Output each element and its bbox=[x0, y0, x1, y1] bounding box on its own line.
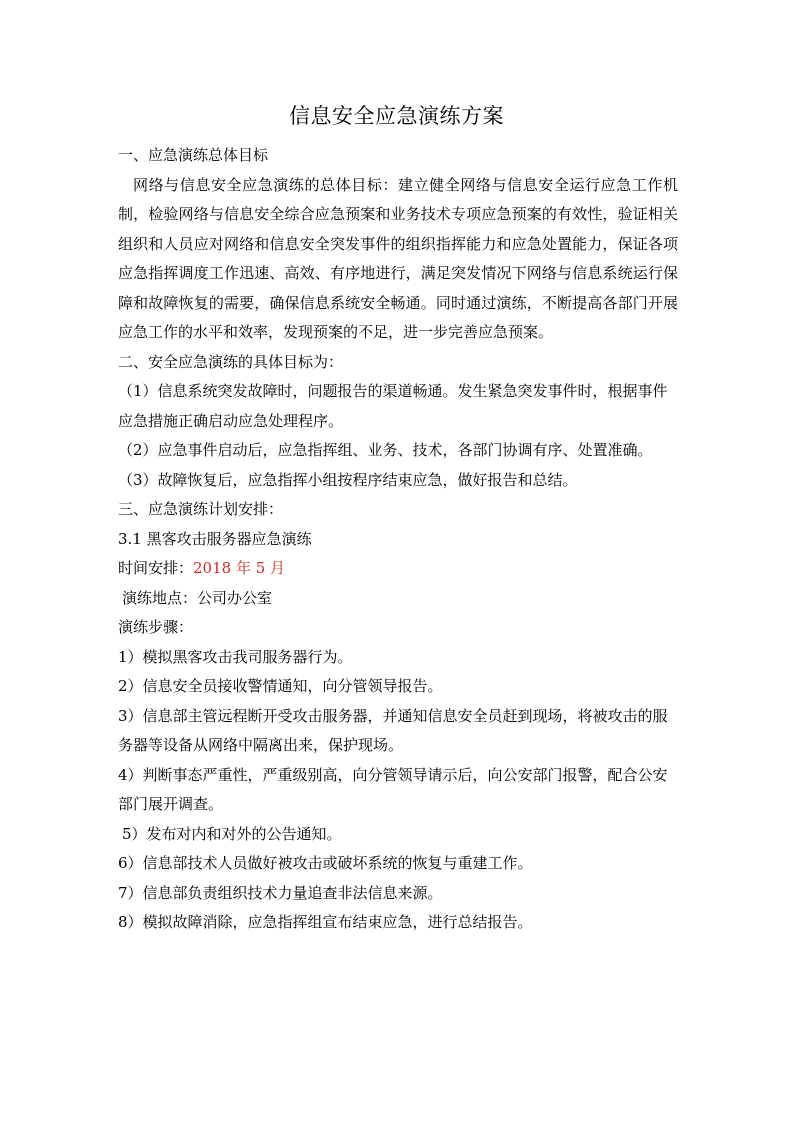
step-item: 8）模拟故障消除，应急指挥组宣布结束应急，进行总结报告。 bbox=[118, 913, 533, 931]
section1-heading: 一、应急演练总体目标 bbox=[118, 146, 269, 164]
section2-item: （3）故障恢复后，应急指挥小组按程序结束应急，做好报告和总结。 bbox=[118, 470, 578, 489]
step-item: 6）信息部技术人员做好被攻击或破坏系统的恢复与重建工作。 bbox=[118, 854, 533, 872]
section2-item: （2）应急事件启动后，应急指挥组、业务、技术，各部门协调有序、处置准确。 bbox=[118, 441, 653, 459]
steps-label: 演练步骤： bbox=[118, 618, 194, 636]
step-item: 4）判断事态严重性，严重级别高，向分管领导请示后，向公安部门报警，配合公安部门展开调查。 bbox=[118, 765, 668, 813]
step-item: 7）信息部负责组织技术力量追查非法信息来源。 bbox=[118, 883, 443, 902]
time-value: 2018 年 5 月 bbox=[193, 559, 286, 577]
step-item: 3）信息部主管远程断开受攻击服务器，并通知信息安全员赶到现场，将被攻击的服务器等设备从网络中隔离出来，保护现场。 bbox=[118, 706, 668, 754]
time-label: 时间安排： bbox=[118, 559, 194, 577]
section1-paragraph: 网络与信息安全应急演练的总体目标：建立健全网络与信息安全运行应急工作机制，检验网络与信息安全综合应急预案和业务技术专项应急预案的有效性，验证相关组织和人员应对网络和信息安全突发事件的组织指挥能力和应急处置能力，保证各项应急指挥调度工作迅速、高效、有序地进行，满足突发情况下网络与信息系统运行保障和故障恢复的需要，确保信息系统安全畅通。同时通过演练，不断提高各部门开展应急工作的水平和效率，发现预案的不足，进一步完善应急预案。 bbox=[118, 175, 678, 341]
document-body bbox=[118, 141, 678, 938]
step-item: 1）模拟黑客攻击我司服务器行为。 bbox=[118, 647, 353, 666]
step-item: 5）发布对内和对外的公告通知。 bbox=[122, 824, 342, 843]
location-line: 演练地点：公司办公室 bbox=[122, 588, 273, 607]
drill-title: 3.1 黑客攻击服务器应急演练 bbox=[118, 529, 312, 548]
time-line bbox=[118, 554, 678, 584]
section2-heading: 二、安全应急演练的具体目标为： bbox=[118, 352, 344, 371]
section2-item: （1）信息系统突发故障时，问题报告的渠道畅通。发生紧急突发事件时，根据事件应急措施正确启动应急处理程序。 bbox=[118, 382, 668, 430]
document-title: 信息安全应急演练方案 bbox=[289, 104, 504, 128]
section3-heading: 三、应急演练计划安排： bbox=[118, 500, 284, 518]
step-item: 2）信息安全员接收警情通知，向分管领导报告。 bbox=[118, 677, 443, 695]
